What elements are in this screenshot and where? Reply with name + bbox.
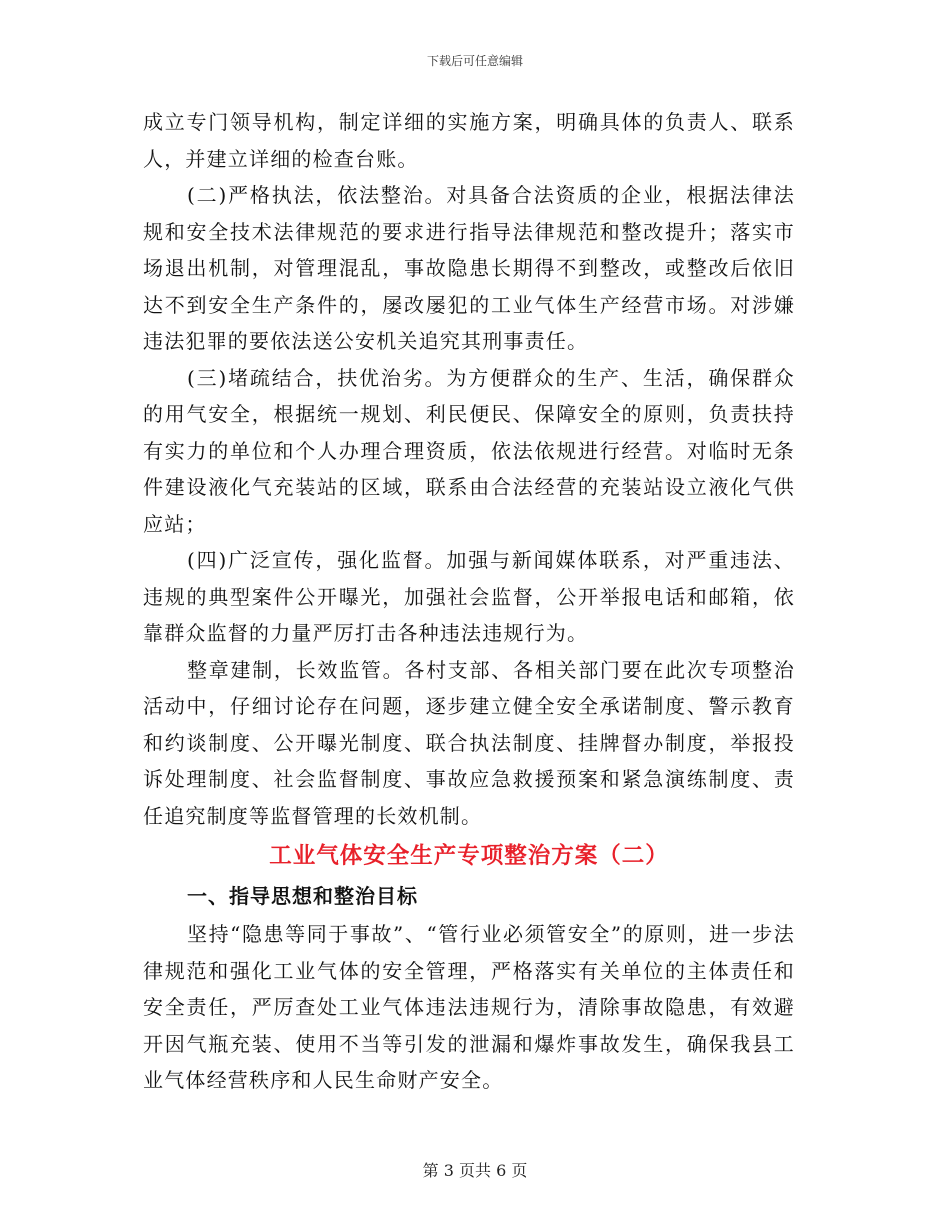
paragraph-guiding-ideology: 坚持“隐患等同于事故”、“管行业必须管安全”的原则，进一步法律规范和强化工业气体的安全管理，严格落实有关单位的主体责任和安全责任，严厉查处工业气体违法违规行为，清除事故隐患，有效避开因气瓶充装、使用不当等引发的泄漏和爆炸事故发生，确保我县工业气体经营秩序和人民生命财产安全。 bbox=[143, 922, 795, 1092]
section-title: 工业气体安全生产专项整治方案（二） bbox=[269, 843, 669, 869]
paragraph-publicity-supervision: (四)广泛宣传，强化监督。加强与新闻媒体联系，对严重违法、违规的典型案件公开曝光，加强社会监督，公开举报电话和邮箱，依靠群众监督的力量严厉打击各种违法违规行为。 bbox=[143, 548, 795, 645]
page-header-note: 下载后可任意编辑 bbox=[426, 54, 523, 68]
paragraph-combined-measures: (三)堵疏结合，扶优治劣。为方便群众的生产、生活，确保群众的用气安全，根据统一规划、利民便民、保障安全的原则，负责扶持有实力的单位和个人办理合理资质，依法依规进行经营。对临时无条件建设液化气充装站的区域，联系由合法经营的充装站设立液化气供应站； bbox=[143, 365, 795, 536]
section-heading-guiding-ideology: 一、指导思想和整治目标 bbox=[187, 884, 418, 908]
page-number: 第 3 页共 6 页 bbox=[422, 1161, 528, 1180]
document-body bbox=[143, 104, 795, 1099]
paragraph-strict-enforcement: (二)严格执法，依法整治。对具备合法资质的企业，根据法律法规和安全技术法律规范的要求进行指导法律规范和整改提升；落实市场退出机制，对管理混乱，事故隐患长期得不到整改，或整改后依旧达不到安全生产条件的，屡改屡犯的工业气体生产经营市场。对涉嫌违法犯罪的要依法送公安机关追究其刑事责任。 bbox=[143, 183, 795, 353]
paragraph-long-term-regulation: 整章建制，长效监管。各村支部、各相关部门要在此次专项整治活动中，仔细讨论存在问题，逐步建立健全安全承诺制度、警示教育和约谈制度、公开曝光制度、联合执法制度、挂牌督办制度，举报投诉处理制度、社会监督制度、事故应急救援预案和紧急演练制度、责任追究制度等监督管理的长效机制。 bbox=[143, 657, 795, 828]
paragraph-continuation: 成立专门领导机构，制定详细的实施方案，明确具体的负责人、联系人，并建立详细的检查台账。 bbox=[143, 110, 795, 171]
